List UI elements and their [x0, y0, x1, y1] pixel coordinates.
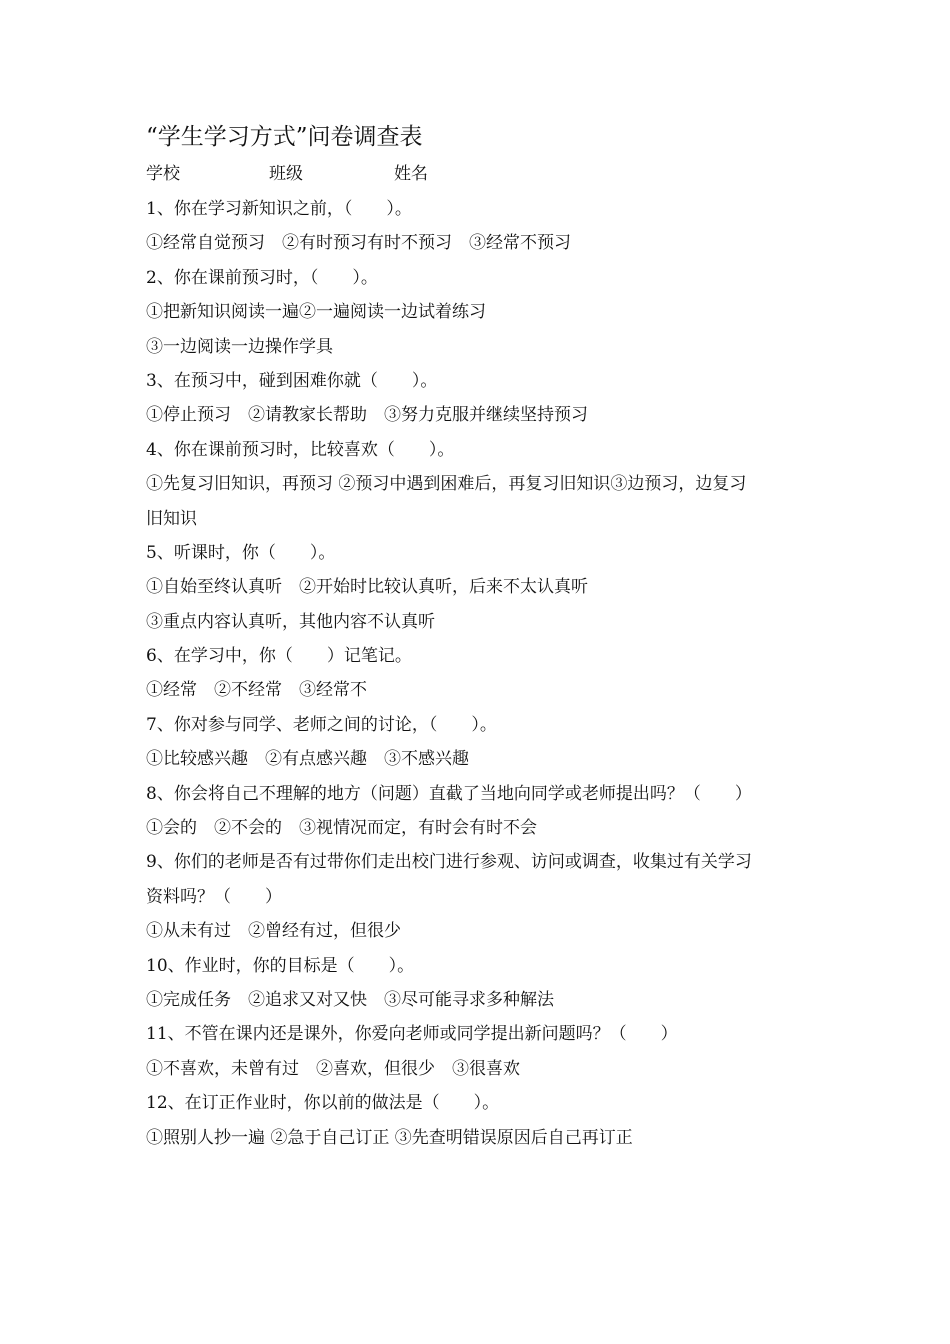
options-line: ①比较感兴趣 ②有点感兴趣 ③不感兴趣	[146, 749, 469, 770]
class-label: 班级	[269, 164, 303, 184]
options-line: ①不喜欢，未曾有过 ②喜欢，但很少 ③很喜欢	[146, 1058, 520, 1079]
options-line: ①经常自觉预习 ②有时预习有时不预习 ③经常不预习	[146, 233, 571, 254]
options-line: 旧知识	[146, 508, 197, 529]
question-line: 8、你会将自己不理解的地方（问题）直截了当地向同学或老师提出吗？（ ）	[146, 783, 752, 804]
question-line: 7、你对参与同学、老师之间的讨论，（ ）。	[146, 714, 497, 735]
question-line: 4、你在课前预习时，比较喜欢（ ）。	[146, 439, 455, 460]
questionnaire-body	[146, 192, 808, 1155]
options-line: ①从未有过 ②曾经有过，但很少	[146, 921, 401, 942]
question-line: 12、在订正作业时，你以前的做法是（ ）。	[146, 1093, 500, 1114]
question-line: 6、在学习中，你（ ）记笔记。	[146, 646, 412, 667]
school-label: 学校	[146, 164, 180, 184]
options-line: ③重点内容认真听，其他内容不认真听	[146, 611, 435, 632]
options-line: ③一边阅读一边操作学具	[146, 336, 333, 357]
document-title: “学生学习方式”问卷调查表	[146, 124, 423, 150]
question-line: 5、听课时，你（ ）。	[146, 542, 336, 563]
options-line: ①照别人抄一遍 ②急于自己订正 ③先查明错误原因后自己再订正	[146, 1127, 633, 1148]
question-line: 3、在预习中，碰到困难你就（ ）。	[146, 370, 438, 391]
options-line: ①经常 ②不经常 ③经常不	[146, 680, 367, 701]
options-line: ①完成任务 ②追求又对又快 ③尽可能寻求多种解法	[146, 989, 554, 1010]
name-label: 姓名	[394, 164, 428, 184]
options-line: ①自始至终认真听 ②开始时比较认真听，后来不太认真听	[146, 577, 588, 598]
question-line: 2、你在课前预习时，（ ）。	[146, 267, 378, 288]
question-line: 9、你们的老师是否有过带你们走出校门进行参观、访问或调查，收集过有关学习	[146, 852, 752, 873]
options-line: ①把新知识阅读一遍②一遍阅读一边试着练习	[146, 302, 486, 323]
question-line: 资料吗？（ ）	[146, 886, 282, 907]
question-line: 10、作业时，你的目标是（ ）。	[146, 955, 415, 976]
question-line: 1、你在学习新知识之前，（ ）。	[146, 199, 412, 219]
student-info-row	[146, 158, 806, 190]
options-line: ①会的 ②不会的 ③视情况而定，有时会有时不会	[146, 818, 537, 839]
question-line: 11、不管在课内还是课外，你爱向老师或同学提出新问题吗？（ ）	[146, 1024, 678, 1045]
options-line: ①先复习旧知识，再预习 ②预习中遇到困难后，再复习旧知识③边预习，边复习	[146, 474, 747, 495]
options-line: ①停止预习 ②请教家长帮助 ③努力克服并继续坚持预习	[146, 405, 588, 426]
